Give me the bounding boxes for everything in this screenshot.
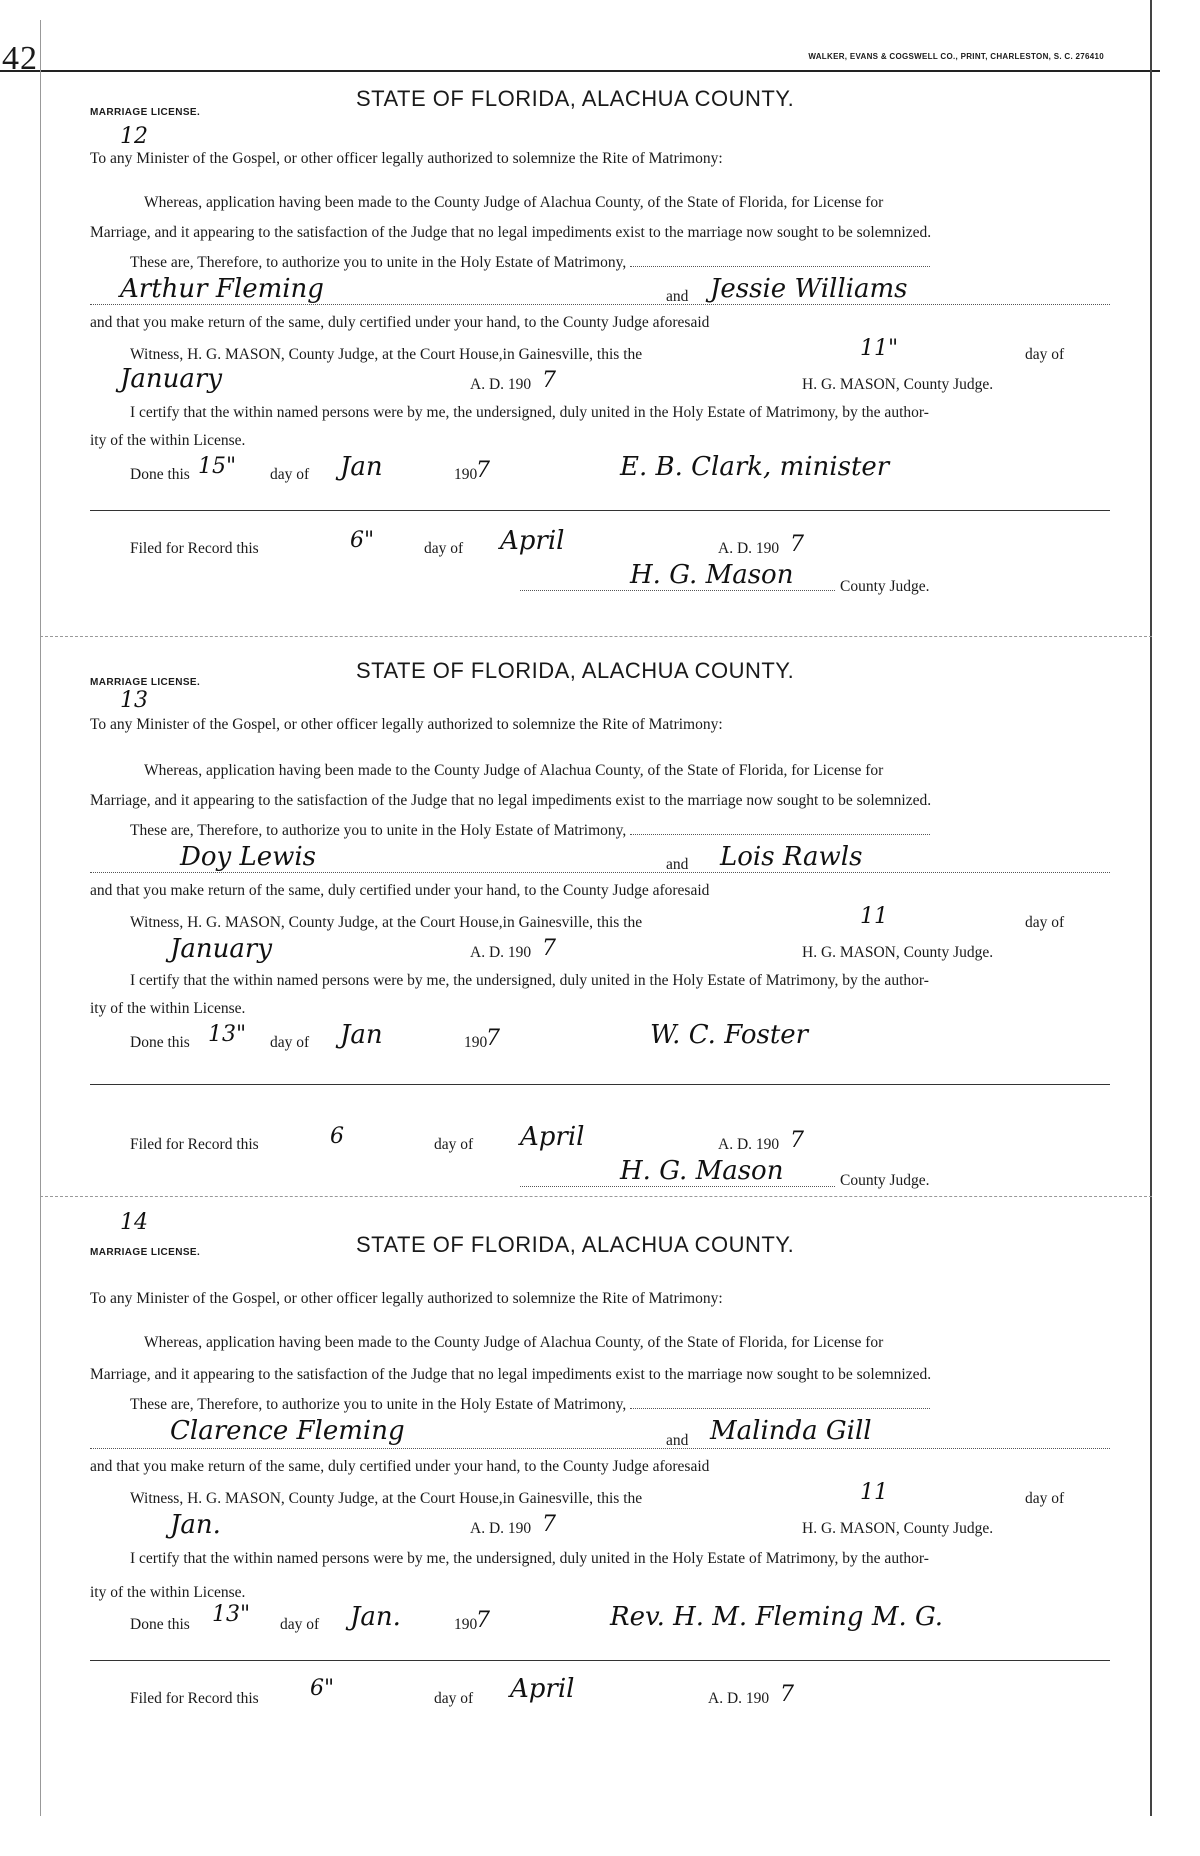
license-title: STATE OF FLORIDA, ALACHUA COUNTY. <box>356 658 795 683</box>
year-label: 190 <box>464 1034 488 1051</box>
filed-day: 6 <box>330 1124 344 1149</box>
witness-day: 11 <box>860 1480 888 1505</box>
license-title: STATE OF FLORIDA, ALACHUA COUNTY. <box>356 1232 795 1257</box>
bride-name: Jessie Williams <box>710 274 908 304</box>
done-day: 13" <box>208 1022 247 1047</box>
ad-label: A. D. 190 <box>470 944 532 961</box>
printer-imprint: WALKER, EVANS & COGSWELL CO., PRINT, CHARLESTON, S. C. 276410 <box>808 52 1104 61</box>
day-of-label: day of <box>270 466 310 483</box>
filed-label: Filed for Record this <box>130 1690 259 1707</box>
groom-name: Clarence Fleming <box>170 1416 405 1446</box>
filed-day: 6" <box>310 1676 335 1701</box>
whereas-line-2: Marriage, and it appearing to the satisfaction of the Judge that no legal impediments exist to the marriage now sought to be solemnized. <box>90 1366 932 1383</box>
filed-year: 7 <box>790 532 804 557</box>
authorize-line: These are, Therefore, to authorize you to unite in the Holy Estate of Matrimony, <box>130 254 627 271</box>
and-label: and <box>666 1432 689 1449</box>
groom-name: Doy Lewis <box>180 842 317 872</box>
done-month: Jan <box>340 452 383 482</box>
certify-line-1: I certify that the within named persons were by me, the undersigned, duly united in the Holy Estate of Matrimony, by the author- <box>130 404 929 421</box>
ad-label: A. D. 190 <box>470 376 532 393</box>
witness-year: 7 <box>542 1512 556 1537</box>
return-line: and that you make return of the same, duly certified under your hand, to the County Judge aforesaid <box>90 1458 710 1475</box>
license-separator <box>40 1196 1152 1197</box>
certify-line-2: ity of the within License. <box>90 1584 246 1601</box>
filed-label: Filed for Record this <box>130 1136 259 1153</box>
judge-signature: H. G. Mason <box>630 560 794 590</box>
return-line: and that you make return of the same, duly certified under your hand, to the County Judge aforesaid <box>90 314 710 331</box>
day-of-label: day of <box>1025 1490 1065 1507</box>
witness-line: Witness, H. G. MASON, County Judge, at the Court House,in Gainesville, this the <box>130 346 643 363</box>
whereas-line-2: Marriage, and it appearing to the satisfaction of the Judge that no legal impediments exist to the marriage now sought to be solemnized. <box>90 224 932 241</box>
witness-month: Jan. <box>170 1510 221 1540</box>
certify-line-1: I certify that the within named persons were by me, the undersigned, duly united in the Holy Estate of Matrimony, by the author- <box>130 972 929 989</box>
top-rule <box>0 70 1160 72</box>
witness-year: 7 <box>542 368 556 393</box>
right-margin-rule <box>1150 0 1152 1816</box>
ad-label: A. D. 190 <box>470 1520 532 1537</box>
county-judge-label: County Judge. <box>840 1172 930 1189</box>
license-number: 12 <box>120 124 148 149</box>
witness-line: Witness, H. G. MASON, County Judge, at the Court House,in Gainesville, this the <box>130 1490 643 1507</box>
filed-month: April <box>520 1122 585 1152</box>
witness-day: 11 <box>860 904 888 929</box>
license-separator <box>40 636 1152 637</box>
done-label: Done this <box>130 1616 190 1633</box>
certify-line-2: ity of the within License. <box>90 432 246 449</box>
done-year: 7 <box>476 458 490 483</box>
judge-signature: H. G. Mason <box>620 1156 784 1186</box>
county-judge-label: County Judge. <box>840 578 930 595</box>
return-line: and that you make return of the same, duly certified under your hand, to the County Judge aforesaid <box>90 882 710 899</box>
filed-year: 7 <box>790 1128 804 1153</box>
authorize-line: These are, Therefore, to authorize you to unite in the Holy Estate of Matrimony, <box>130 1396 627 1413</box>
and-label: and <box>666 288 689 305</box>
license-label: MARRIAGE LICENSE. <box>90 677 201 688</box>
left-margin-rule <box>40 20 41 1816</box>
judge-printed: H. G. MASON, County Judge. <box>802 944 994 961</box>
whereas-line-2: Marriage, and it appearing to the satisfaction of the Judge that no legal impediments exist to the marriage now sought to be solemnized. <box>90 792 932 809</box>
bride-name: Lois Rawls <box>720 842 863 872</box>
done-month: Jan. <box>350 1602 401 1632</box>
filed-day: 6" <box>350 528 375 553</box>
ad-label: A. D. 190 <box>718 540 780 557</box>
witness-day: 11" <box>860 336 899 361</box>
done-day: 15" <box>198 454 237 479</box>
whereas-line-1: Whereas, application having been made to the County Judge of Alachua County, of the State of Florida, for License for <box>144 1334 884 1351</box>
done-year: 7 <box>476 1608 490 1633</box>
salutation: To any Minister of the Gospel, or other officer legally authorized to solemnize the Rite of Matrimony: <box>90 150 723 167</box>
day-of-label: day of <box>424 540 464 557</box>
officiant-signature: W. C. Foster <box>650 1020 809 1050</box>
salutation: To any Minister of the Gospel, or other officer legally authorized to solemnize the Rite of Matrimony: <box>90 716 723 733</box>
groom-name: Arthur Fleming <box>120 274 324 304</box>
page-number: 42 <box>2 40 38 77</box>
day-of-label: day of <box>1025 346 1065 363</box>
certify-line-1: I certify that the within named persons were by me, the undersigned, duly united in the Holy Estate of Matrimony, by the author- <box>130 1550 929 1567</box>
day-of-label: day of <box>270 1034 310 1051</box>
done-day: 13" <box>212 1602 251 1627</box>
license-number: 13 <box>120 688 148 713</box>
license-number: 14 <box>120 1210 148 1235</box>
day-of-label: day of <box>434 1690 474 1707</box>
done-label: Done this <box>130 1034 190 1051</box>
done-label: Done this <box>130 466 190 483</box>
day-of-label: day of <box>1025 914 1065 931</box>
witness-month: January <box>120 364 223 394</box>
and-label: and <box>666 856 689 873</box>
judge-printed: H. G. MASON, County Judge. <box>802 376 994 393</box>
filed-month: April <box>510 1674 575 1704</box>
salutation: To any Minister of the Gospel, or other officer legally authorized to solemnize the Rite of Matrimony: <box>90 1290 723 1307</box>
witness-month: January <box>170 934 273 964</box>
whereas-line-1: Whereas, application having been made to the County Judge of Alachua County, of the State of Florida, for License for <box>144 194 884 211</box>
filed-month: April <box>500 526 565 556</box>
dotted-line <box>630 265 930 267</box>
bride-name: Malinda Gill <box>710 1416 872 1446</box>
filed-label: Filed for Record this <box>130 540 259 557</box>
witness-year: 7 <box>542 936 556 961</box>
whereas-line-1: Whereas, application having been made to the County Judge of Alachua County, of the State of Florida, for License for <box>144 762 884 779</box>
year-label: 190 <box>454 1616 478 1633</box>
day-of-label: day of <box>280 1616 320 1633</box>
license-label: MARRIAGE LICENSE. <box>90 107 201 118</box>
ad-label: A. D. 190 <box>718 1136 780 1153</box>
officiant-signature: Rev. H. M. Fleming M. G. <box>610 1602 944 1632</box>
done-year: 7 <box>486 1026 500 1051</box>
witness-line: Witness, H. G. MASON, County Judge, at the Court House,in Gainesville, this the <box>130 914 643 931</box>
license-title: STATE OF FLORIDA, ALACHUA COUNTY. <box>356 86 795 111</box>
filed-year: 7 <box>780 1682 794 1707</box>
done-month: Jan <box>340 1020 383 1050</box>
license-label: MARRIAGE LICENSE. <box>90 1247 201 1258</box>
certify-line-2: ity of the within License. <box>90 1000 246 1017</box>
dotted-line <box>630 1407 930 1409</box>
authorize-line: These are, Therefore, to authorize you to unite in the Holy Estate of Matrimony, <box>130 822 627 839</box>
judge-printed: H. G. MASON, County Judge. <box>802 1520 994 1537</box>
dotted-line <box>630 833 930 835</box>
day-of-label: day of <box>434 1136 474 1153</box>
officiant-signature: E. B. Clark, minister <box>620 452 890 482</box>
ad-label: A. D. 190 <box>708 1690 770 1707</box>
year-label: 190 <box>454 466 478 483</box>
